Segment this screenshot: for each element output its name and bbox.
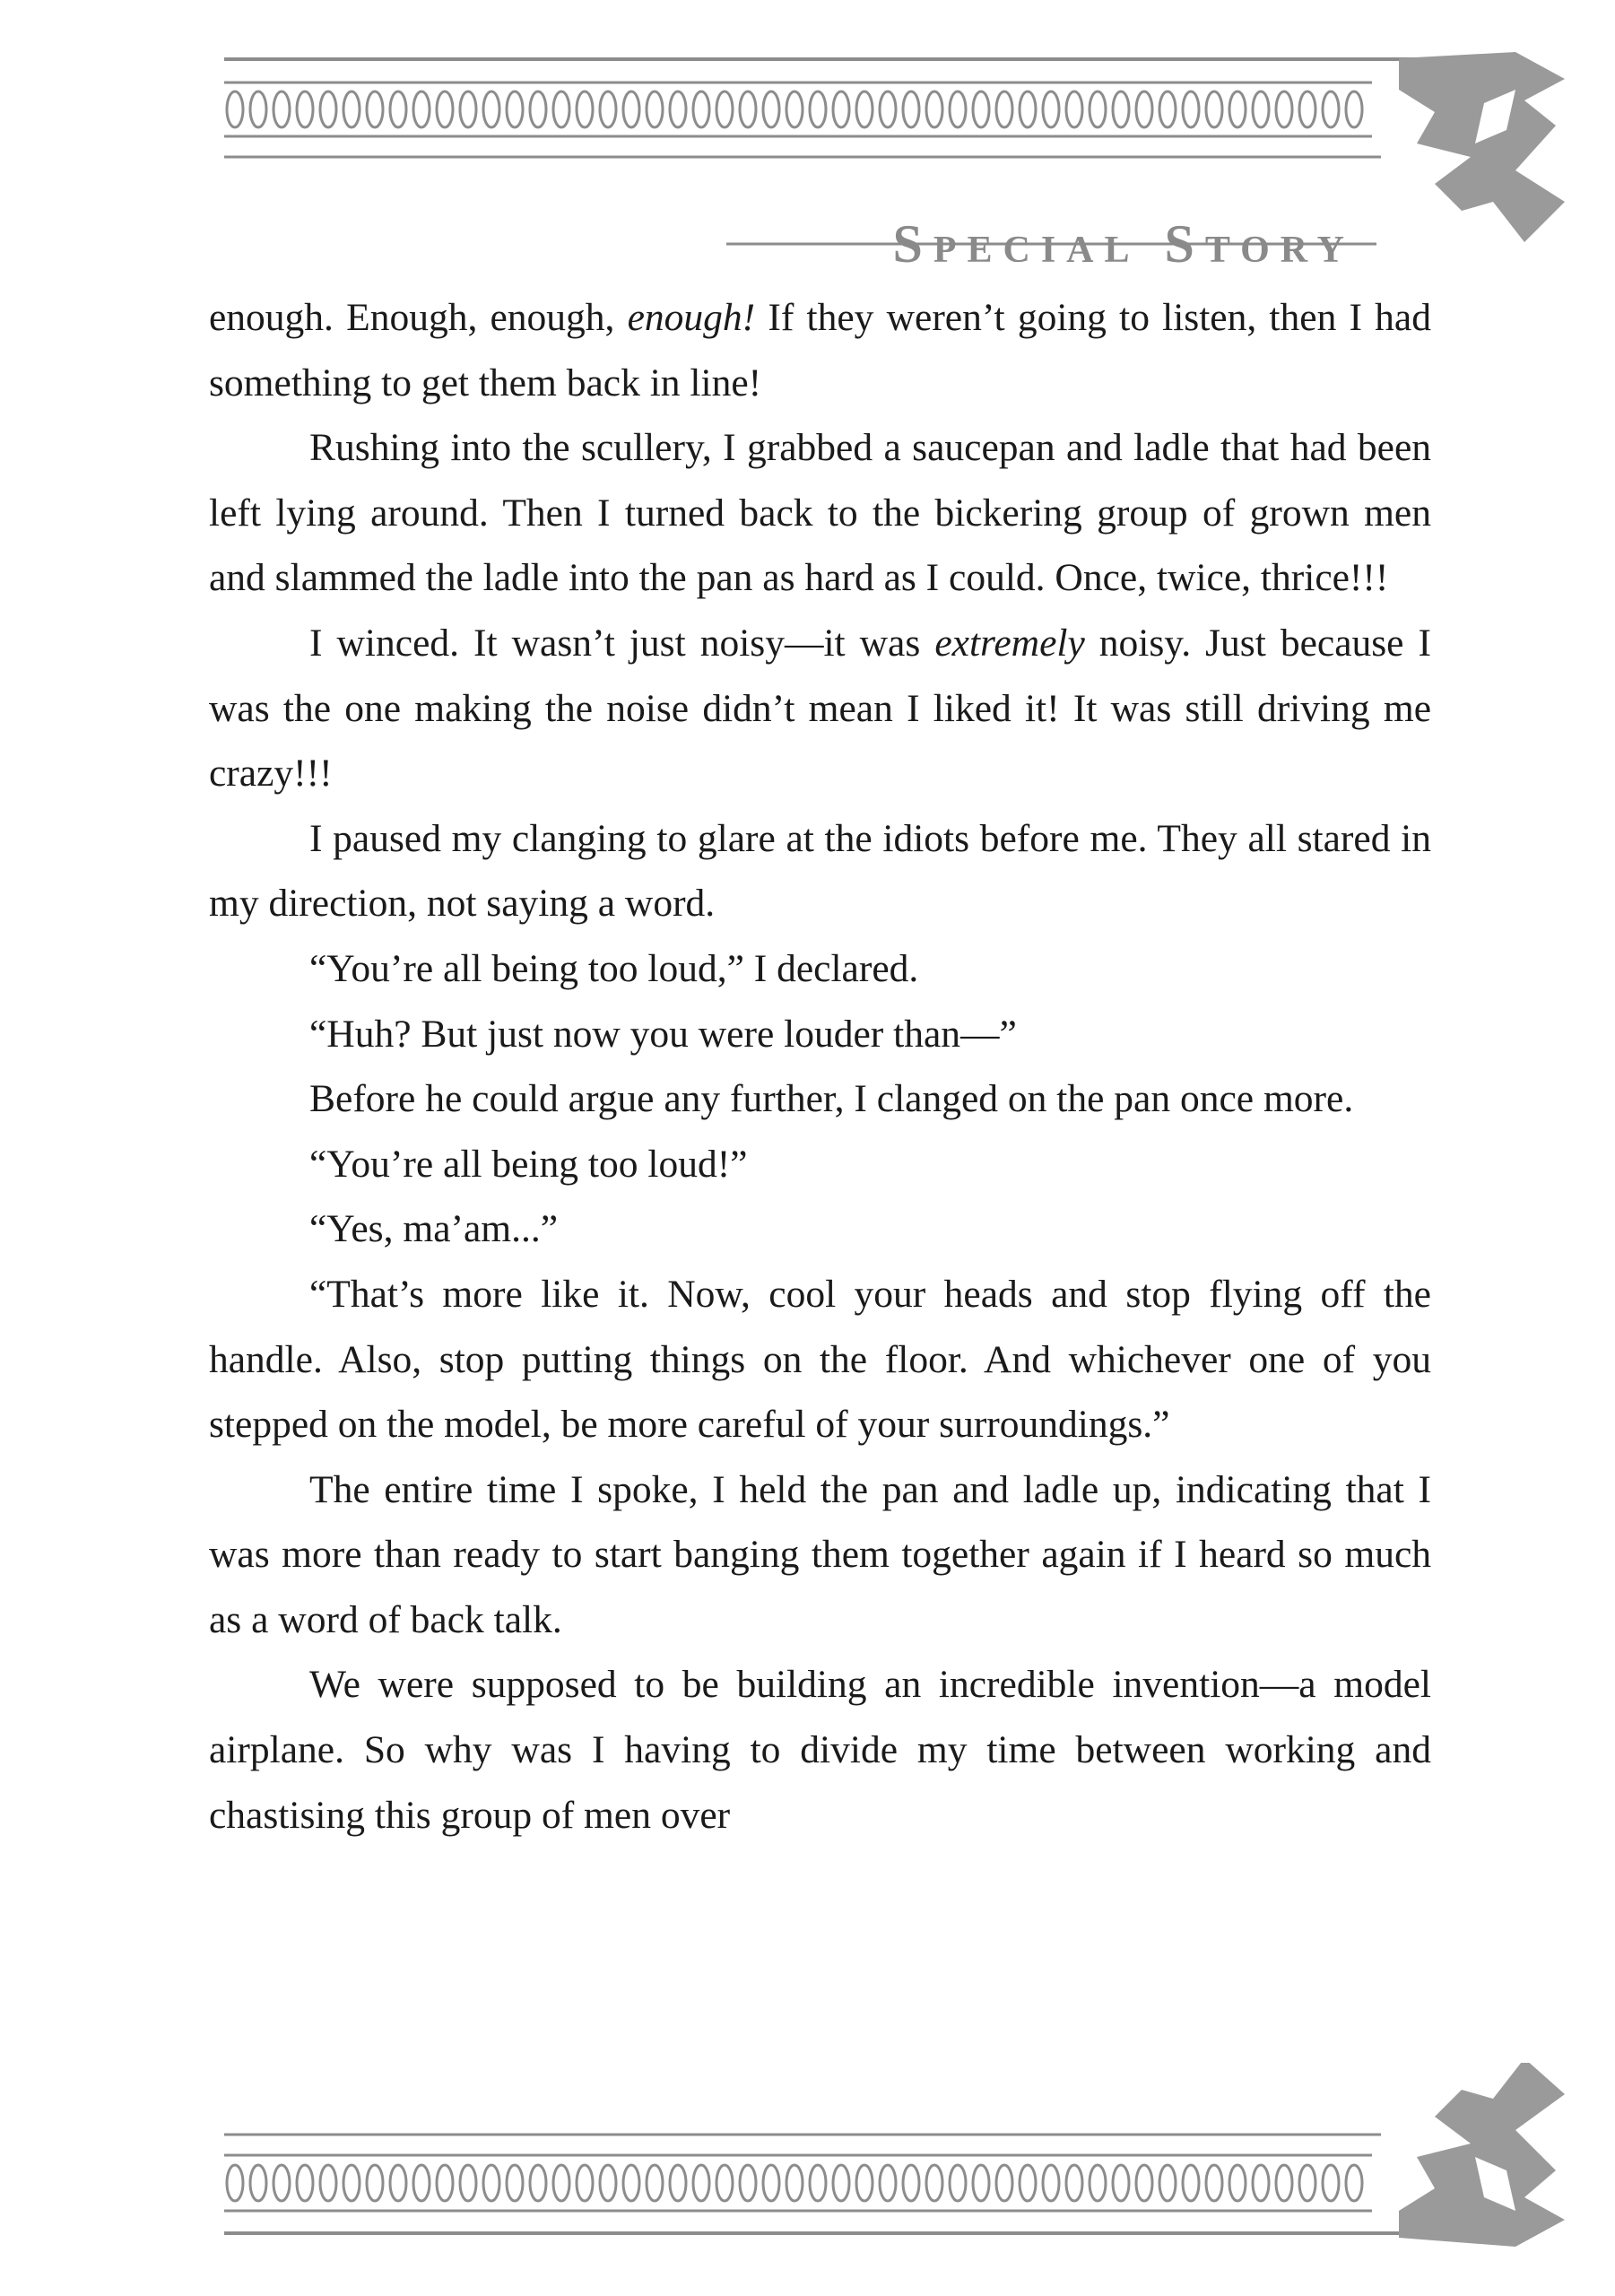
text-run: I winced. It wasn’t just noisy—it was [309,621,935,665]
paragraph [209,1066,1431,1132]
chain-link [507,2165,523,2201]
paragraph [209,415,1431,611]
text-run: Rushing into the scullery, I grabbed a saucepan and ladle that had been left lying around. Then I turned back to the bickering group of grown men and slammed the ladle into the pan as hard as I could. Once, twice, thrice!!! [209,426,1431,600]
text-run: “That’s more like it. Now, cool your heads and stop flying off the handle. Also, stop putting things on the floor. And whichever one of you stepped on the model, be more careful of your surroundings.” [209,1272,1431,1447]
chain-link [390,2165,406,2201]
chain-link [483,2165,499,2201]
chain-link [600,2165,616,2201]
chain-link [1183,91,1199,127]
paragraph [209,1196,1431,1262]
page-footer [0,2063,1615,2278]
header-corner-ornament [1399,52,1565,242]
chain-link [926,91,942,127]
chain-link [740,91,756,127]
chain-link [343,2165,360,2201]
chain-link [320,91,336,127]
chain-link [297,2165,313,2201]
chain-link [1206,2165,1222,2201]
chain-link [786,91,803,127]
chain-link [740,2165,756,2201]
chain-link [437,2165,453,2201]
chain-link [1159,91,1176,127]
chain-link [763,2165,779,2201]
story-text [209,285,1431,1848]
chain-link [1229,2165,1246,2201]
chain-link [1276,2165,1292,2201]
paragraph [209,806,1431,936]
chain-link [647,2165,663,2201]
text-run: “Huh? But just now you were louder than—” [309,1012,1017,1056]
chain-link [507,91,523,127]
chain-link [367,91,383,127]
chain-link [833,2165,849,2201]
footer-chain-pattern [227,2165,1362,2201]
page-header [0,36,1615,274]
chain-link [553,2165,569,2201]
chain-link [274,2165,290,2201]
chain-link [460,91,476,127]
chain-link [437,91,453,127]
paragraph [209,936,1431,1002]
chain-link [1323,91,1339,127]
chain-link [1090,2165,1106,2201]
chain-link [1113,2165,1129,2201]
chain-link [1229,91,1246,127]
chain-link [1043,91,1059,127]
chain-link [1113,91,1129,127]
chain-link [623,91,639,127]
chain-link [810,2165,826,2201]
header-chain-pattern [227,91,1362,127]
chain-link [250,2165,266,2201]
chain-link [973,2165,989,2201]
chain-link [833,91,849,127]
chain-link [763,91,779,127]
chain-link [530,91,546,127]
chain-link [1253,91,1269,127]
chain-link [670,91,686,127]
chain-link [577,2165,593,2201]
chain-link [600,91,616,127]
chain-link [716,2165,733,2201]
chain-link [1136,2165,1152,2201]
emphasis-text: extremely [934,621,1085,665]
header-title: Special Story [892,214,1355,274]
chain-link [693,91,709,127]
chain-link [1346,91,1362,127]
paragraph [209,285,1431,415]
paragraph [209,611,1431,806]
chain-link [343,91,360,127]
chain-link [623,2165,639,2201]
paragraph [209,1132,1431,1197]
text-run: “You’re all being too loud!” [309,1142,748,1186]
text-run: noisy. Just because I was the one making the noise didn’t mean I liked it! It was still driving me crazy!!! [209,621,1432,796]
chain-link [880,2165,896,2201]
chain-link [810,91,826,127]
chain-link [880,91,896,127]
paragraph [209,1262,1431,1457]
chain-link [577,91,593,127]
chain-link [320,2165,336,2201]
chain-link [1066,2165,1082,2201]
chain-link [460,2165,476,2201]
chain-link [1346,2165,1362,2201]
chain-link [903,91,919,127]
chain-link [1299,91,1315,127]
chain-link [297,91,313,127]
chain-link [274,91,290,127]
chain-link [413,91,430,127]
chain-link [856,2165,873,2201]
chain-link [1253,2165,1269,2201]
chain-link [996,2165,1012,2201]
chain-link [1159,2165,1176,2201]
chain-link [1136,91,1152,127]
text-run: enough. Enough, enough, [209,296,628,339]
chain-link [926,2165,942,2201]
text-run: If they weren’t going to listen, then I had something to get them back in line! [209,296,1431,404]
footer-corner-ornament [1399,2063,1565,2247]
chain-link [367,2165,383,2201]
chain-link [1299,2165,1315,2201]
chain-link [1206,91,1222,127]
text-run: The entire time I spoke, I held the pan and ladle up, indicating that I was more than ready to start banging them together again if I heard so much as a word of back talk. [209,1467,1431,1641]
chain-link [647,91,663,127]
chain-link [903,2165,919,2201]
paragraph [209,1002,1431,1067]
chain-link [530,2165,546,2201]
chain-link [856,91,873,127]
chain-link [716,91,733,127]
chain-link [227,2165,243,2201]
chain-link [250,91,266,127]
chain-link [1183,2165,1199,2201]
chain-link [483,91,499,127]
chain-link [950,91,966,127]
chain-link [1276,91,1292,127]
chain-link [553,91,569,127]
chain-link [973,91,989,127]
text-run: “Yes, ma’am...” [309,1207,559,1251]
header-ornament-frame [0,36,1615,260]
chain-link [1020,2165,1036,2201]
paragraph [209,1457,1431,1653]
emphasis-text: enough! [627,296,756,339]
text-run: Before he could argue any further, I clanged on the pan once more. [309,1077,1354,1121]
chain-link [1090,91,1106,127]
chain-link [1066,91,1082,127]
chain-link [693,2165,709,2201]
chain-link [1323,2165,1339,2201]
chain-link [1020,91,1036,127]
chain-link [1043,2165,1059,2201]
text-run: “You’re all being too loud,” I declared. [309,946,919,990]
chain-link [390,91,406,127]
chain-link [950,2165,966,2201]
chain-link [227,91,243,127]
footer-ornament-frame [0,2063,1615,2278]
paragraph [209,1652,1431,1848]
chain-link [670,2165,686,2201]
chain-link [413,2165,430,2201]
chain-link [786,2165,803,2201]
text-run: I paused my clanging to glare at the idiots before me. They all stared in my direction, not saying a word. [209,816,1431,926]
chain-link [996,91,1012,127]
text-run: We were supposed to be building an incredible invention—a model airplane. So why was I having to divide my time between working and chastising this group of men over [209,1663,1431,1837]
